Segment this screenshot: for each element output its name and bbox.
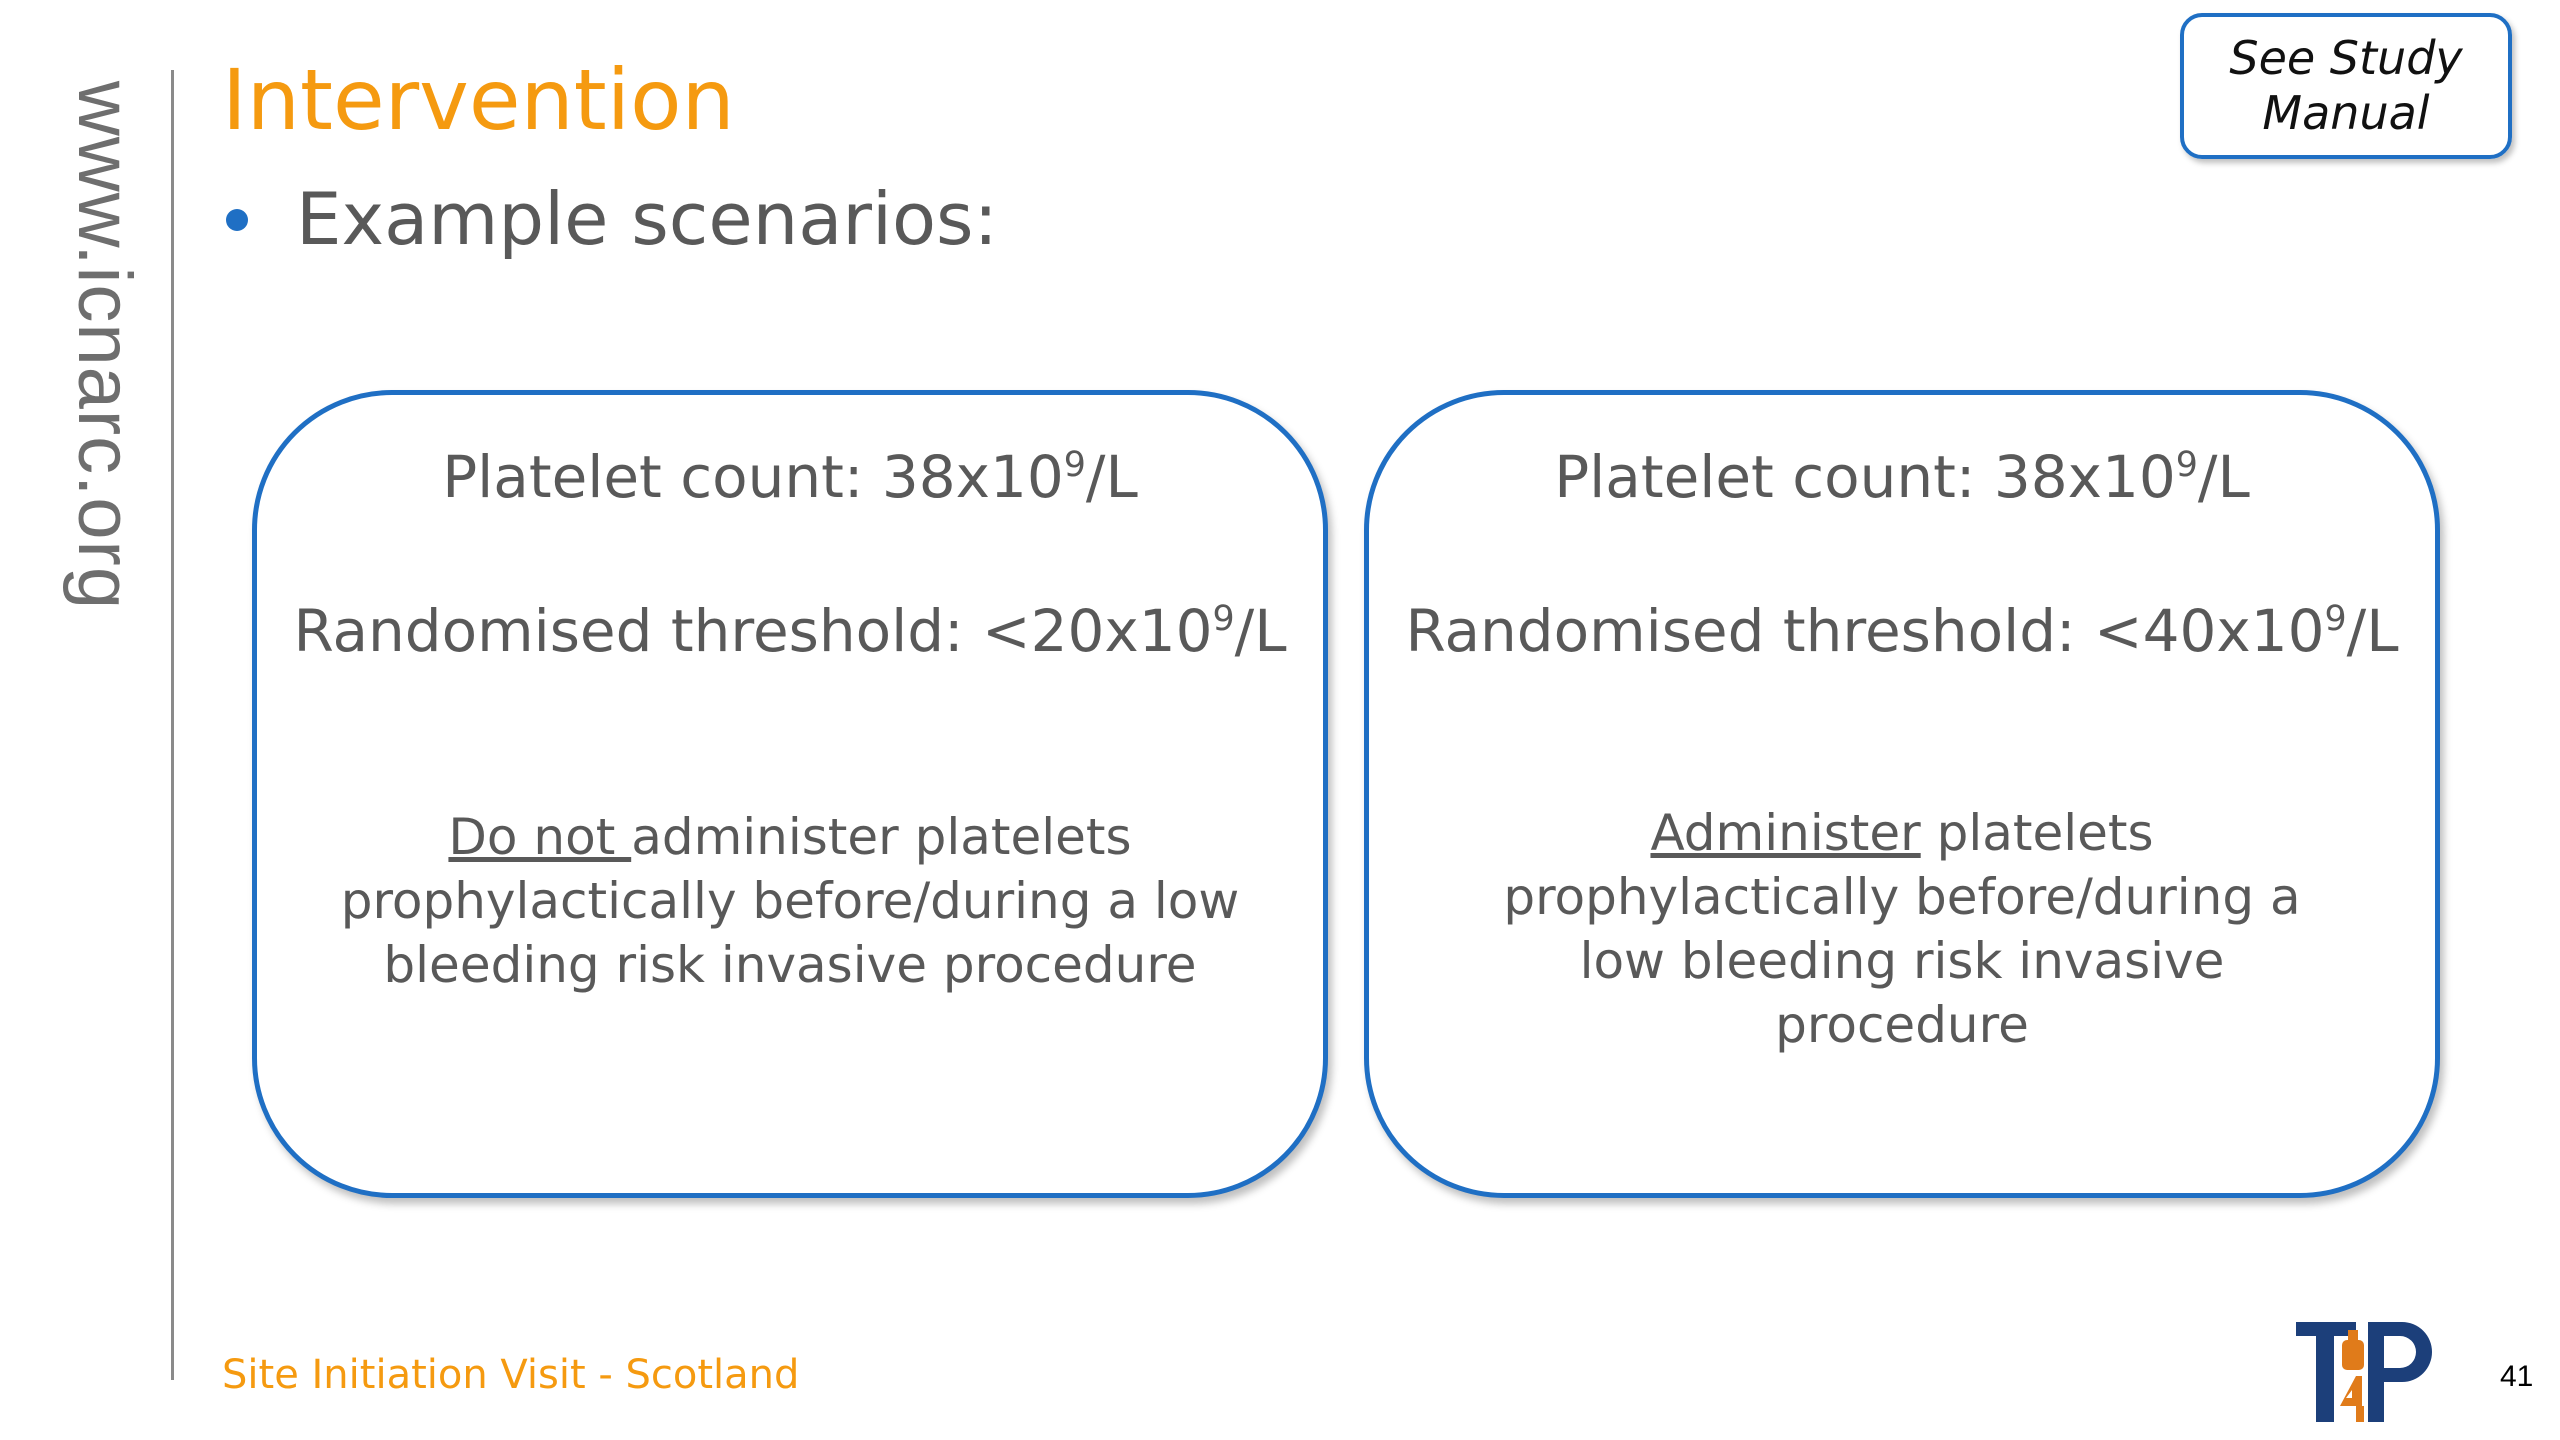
randomised-threshold: Randomised threshold: $<20x10^9/L$: [293, 597, 1287, 665]
callout-line-1: See Study: [2229, 30, 2463, 85]
bullet-item: [226, 177, 998, 261]
website-url-text: www.icnarc.org: [62, 80, 148, 610]
action-emphasis: Administer: [1650, 804, 1921, 862]
action-text: administer platelets prophylactically before/during a low bleeding risk invasive procedure: [340, 808, 1240, 994]
bullet-dot-icon: [226, 209, 248, 231]
vertical-divider: [171, 70, 174, 1380]
scenario-card-2: [1364, 390, 2440, 1198]
scenario-action: [317, 805, 1263, 997]
scenario-action: [1459, 801, 2345, 1057]
scenario-card-1: [252, 390, 1328, 1198]
page-number: 41: [2500, 1360, 2534, 1393]
action-emphasis: Do not: [448, 808, 632, 866]
platelet-count: Platelet count: $38x10^9/L$: [1554, 443, 2250, 511]
callout-line-2: Manual: [2262, 86, 2430, 140]
action-text: platelets prophylactically before/during a low bleeding risk invasive procedure: [1503, 804, 2301, 1054]
t4p-logo: [2296, 1318, 2436, 1428]
footer-text: Site Initiation Visit - Scotland: [222, 1352, 800, 1398]
bullet-text: Example scenarios:: [296, 177, 998, 261]
platelet-count: Platelet count: $38x10^9/L$: [442, 443, 1138, 511]
slide-title: Intervention: [222, 51, 735, 149]
website-url: [30, 80, 180, 610]
callout-text: [2229, 31, 2462, 141]
randomised-threshold: Randomised threshold: $<40x10^9/L$: [1405, 597, 2399, 665]
see-study-manual-callout: [2180, 13, 2512, 159]
